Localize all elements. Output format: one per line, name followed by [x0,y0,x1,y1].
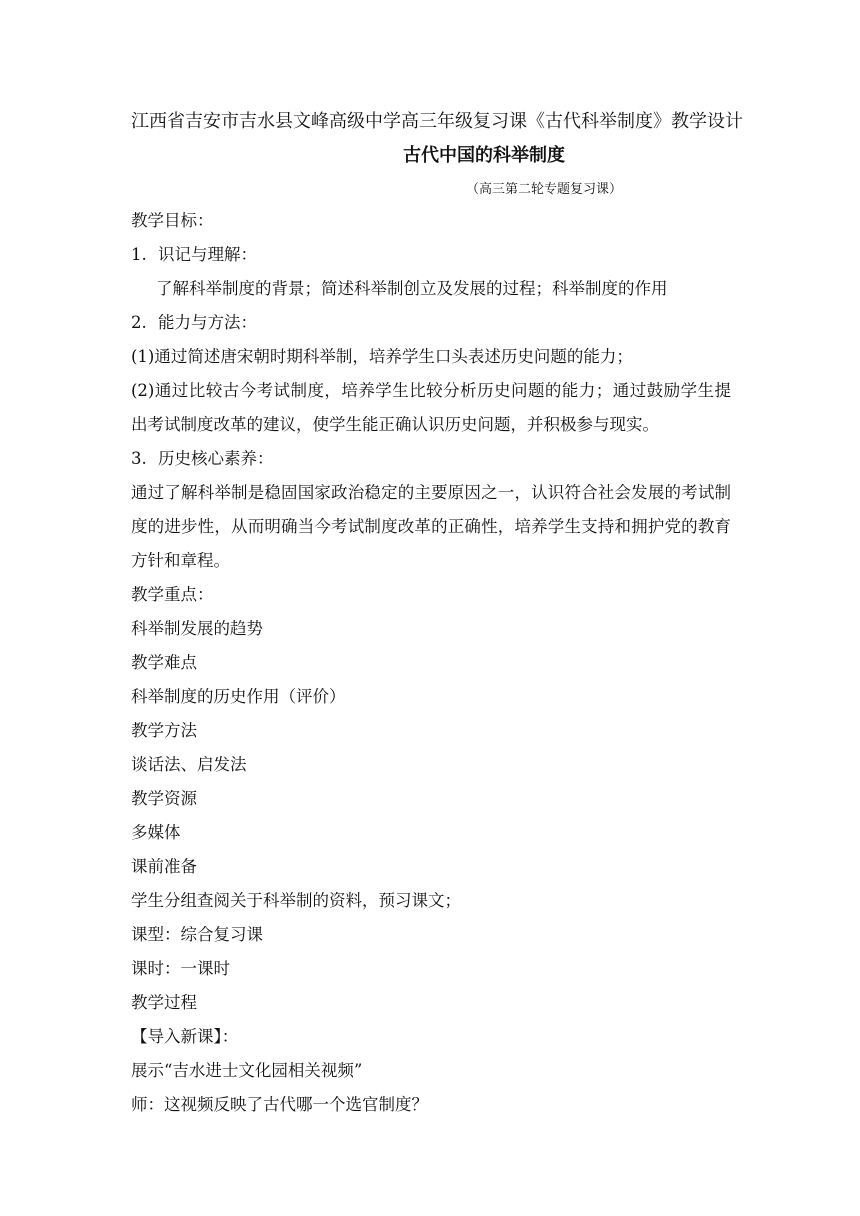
lesson-type: 课型：综合复习课 [131,925,263,944]
document-title: 江西省吉安市吉水县文峰高级中学高三年级复习课《古代科举制度》教学设计 [131,111,743,132]
objective-item-1-label: 识记与理解： [158,245,257,264]
objective-item-1 [131,238,731,272]
preparation-label: 课前准备 [131,857,197,876]
teaching-process-label: 教学过程 [131,993,197,1012]
objective-item-1-number: 1. [131,245,147,264]
main-heading: 古代中国的科举制度 [403,145,565,166]
difficult-point-label: 教学难点 [131,653,197,672]
teaching-resource-text: 多媒体 [131,823,181,842]
objective-item-2-point-1: (1)通过简述唐宋朝时期科举制，培养学生口头表述历史问题的能力； [131,347,633,366]
teaching-method-text: 谈话法、启发法 [131,755,247,774]
objective-item-3 [131,442,731,476]
objective-item-3-number: 3. [131,449,147,468]
document-body [131,204,731,1122]
objective-item-2-label: 能力与方法： [158,313,257,332]
objective-item-3-text: 通过了解科举制是稳固国家政治稳定的主要原因之一，认识符合社会发展的考试制度的进步性，从而明确当今考试制度改革的正确性，培养学生支持和拥护党的教育方针和章程。 [131,483,731,570]
intro-label: 【导入新课】： [131,1027,239,1046]
teaching-objectives-label: 教学目标： [131,211,214,230]
subheading: （高三第二轮专题复习课） [466,182,623,197]
teacher-question: 师：这视频反映了古代哪一个选官制度？ [131,1095,428,1114]
class-hours: 课时：一课时 [131,959,230,978]
difficult-point-text: 科举制度的历史作用（评价） [131,687,346,706]
intro-show: 展示“吉水进士文化园相关视频” [131,1061,363,1080]
teaching-method-label: 教学方法 [131,721,197,740]
key-point-label: 教学重点： [131,585,214,604]
objective-item-2-point-2: (2)通过比较古今考试制度，培养学生比较分析历史问题的能力；通过鼓励学生提出考试制度改革的建议，使学生能正确认识历史问题，并积极参与现实。 [131,381,731,434]
objective-item-2-number: 2. [131,313,147,332]
objective-item-3-label: 历史核心素养： [158,449,274,468]
objective-item-2 [131,306,731,340]
objective-item-1-text: 了解科举制度的背景；简述科举制创立及发展的过程；科举制度的作用 [156,279,668,298]
key-point-text: 科举制发展的趋势 [131,619,263,638]
teaching-resource-label: 教学资源 [131,789,197,808]
preparation-text: 学生分组查阅关于科举制的资料，预习课文； [131,891,461,910]
